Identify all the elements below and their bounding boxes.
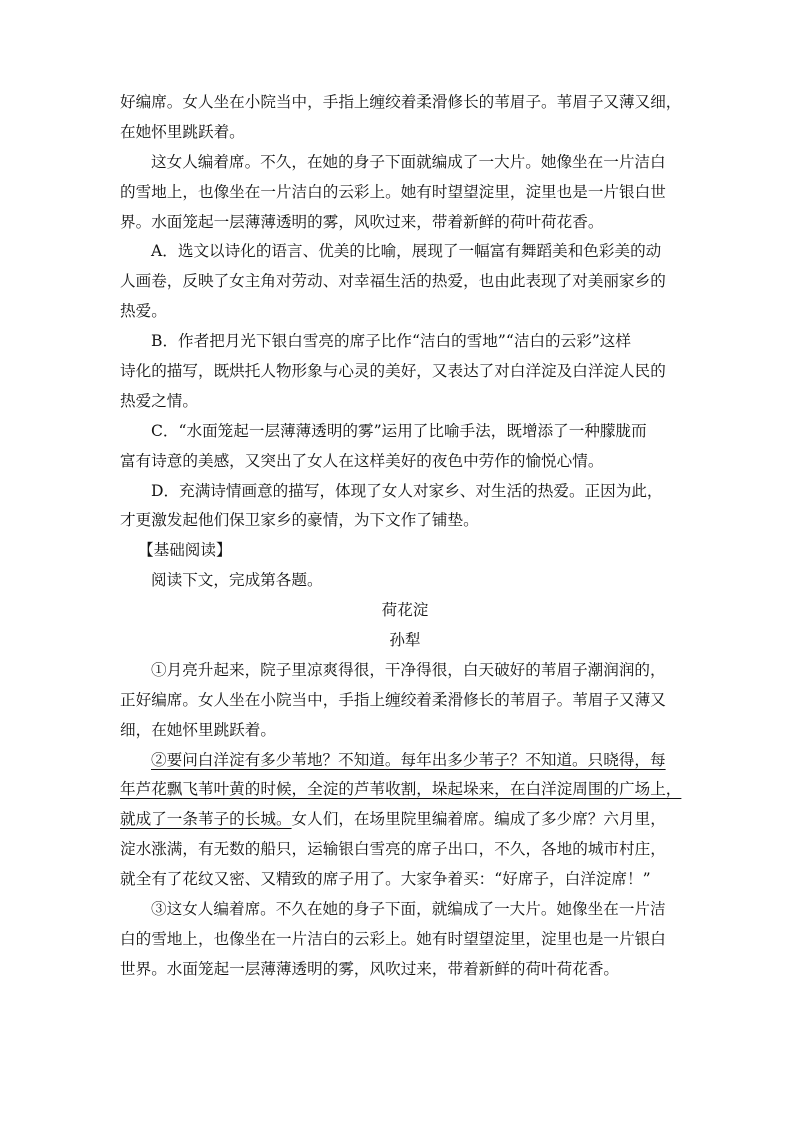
passage-line: 的雪地上，也像坐在一片洁白的云彩上。她有时望望淀里，淀里也是一片银白世 <box>120 182 666 201</box>
article-author: 孙犁 <box>389 631 421 650</box>
paragraph-2-line <box>120 746 690 776</box>
underlined-text: 就成了一条苇子的长城。 <box>120 810 292 829</box>
section-heading: 【基础阅读】 <box>138 541 232 560</box>
underlined-text: ②要问白洋淀有多少苇地？不知道。每年出多少苇子？不知道。只晓得，每 <box>151 750 666 769</box>
paragraph-2-line <box>120 805 690 835</box>
option-a-line: 人画卷，反映了女主角对劳动、对幸福生活的热爱，也由此表现了对美丽家乡的 <box>120 272 666 291</box>
paragraph-text: 女人们，在场里院里编着席。编成了多少席？六月里， <box>291 810 666 829</box>
passage-line: 界。水面笼起一层薄薄透明的雾，风吹过来，带着新鲜的荷叶荷花香。 <box>120 212 604 231</box>
paragraph-1-line: 细，在她怀里跳跃着。 <box>120 720 276 739</box>
instruction-text: 阅读下文，完成第各题。 <box>151 571 323 590</box>
article-title: 荷花淀 <box>381 601 429 620</box>
passage-line: 好编席。女人坐在小院当中，手指上缠绞着柔滑修长的苇眉子。苇眉子又薄又细， <box>120 93 682 111</box>
option-b-line: 热爱之情。 <box>120 391 198 410</box>
option-d-line: D．充满诗情画意的描写，体现了女人对家乡、对生活的热爱。正因为此， <box>151 481 663 500</box>
underlined-text: 年芦花飘飞苇叶黄的时候，全淀的芦苇收割，垛起垛来，在白洋淀周围的广场上， <box>120 780 682 799</box>
option-d-line: 才更激发起他们保卫家乡的豪情，为下文作了铺垫。 <box>120 511 479 530</box>
option-c-line: 富有诗意的美感，又突出了女人在这样美好的夜色中劳作的愉悦心情。 <box>120 451 604 470</box>
paragraph-3-line: ③这女人编着席。不久在她的身子下面，就编成了一大片。她像坐在一片洁 <box>151 900 666 919</box>
passage-line: 这女人编着席。不久，在她的身子下面就编成了一大片。她像坐在一片洁白 <box>151 152 666 171</box>
paragraph-2-line: 淀水涨满，有无数的船只，运输银白雪亮的席子出口，不久，各地的城市村庄， <box>120 840 666 859</box>
option-b-line: 诗化的描写，既烘托人物形象与心灵的美好，又表达了对白洋淀及白洋淀人民的 <box>120 362 666 381</box>
option-a-line: A．选文以诗化的语言、优美的比喻，展现了一幅富有舞蹈美和色彩美的动 <box>151 242 662 261</box>
paragraph-1-line: ①月亮升起来，院子里凉爽得很，干净得很，白天破好的苇眉子潮润润的， <box>151 660 666 679</box>
paragraph-3-line: 白的雪地上，也像坐在一片洁白的云彩上。她有时望望淀里，淀里也是一片银白 <box>120 929 666 948</box>
document-body <box>120 88 690 985</box>
paragraph-3-line: 世界。水面笼起一层薄薄透明的雾，风吹过来，带着新鲜的荷叶荷花香。 <box>120 959 620 978</box>
paragraph-1-line: 正好编席。女人坐在小院当中，手指上缠绞着柔滑修长的苇眉子。苇眉子又薄又 <box>120 690 666 709</box>
option-b-line: B．作者把月光下银白雪亮的席子比作“洁白的雪地”“洁白的云彩”这样 <box>151 332 631 351</box>
paragraph-2-line: 就全有了花纹又密、又精致的席子用了。大家争着买：“好席子，白洋淀席！” <box>120 870 651 889</box>
paragraph-2-line <box>120 775 690 805</box>
passage-line: 在她怀里跳跃着。 <box>120 122 245 141</box>
option-a-line: 热爱。 <box>120 302 167 321</box>
option-c-line: C．“水面笼起一层薄薄透明的雾”运用了比喻手法，既增添了一种朦胧而 <box>151 421 647 440</box>
